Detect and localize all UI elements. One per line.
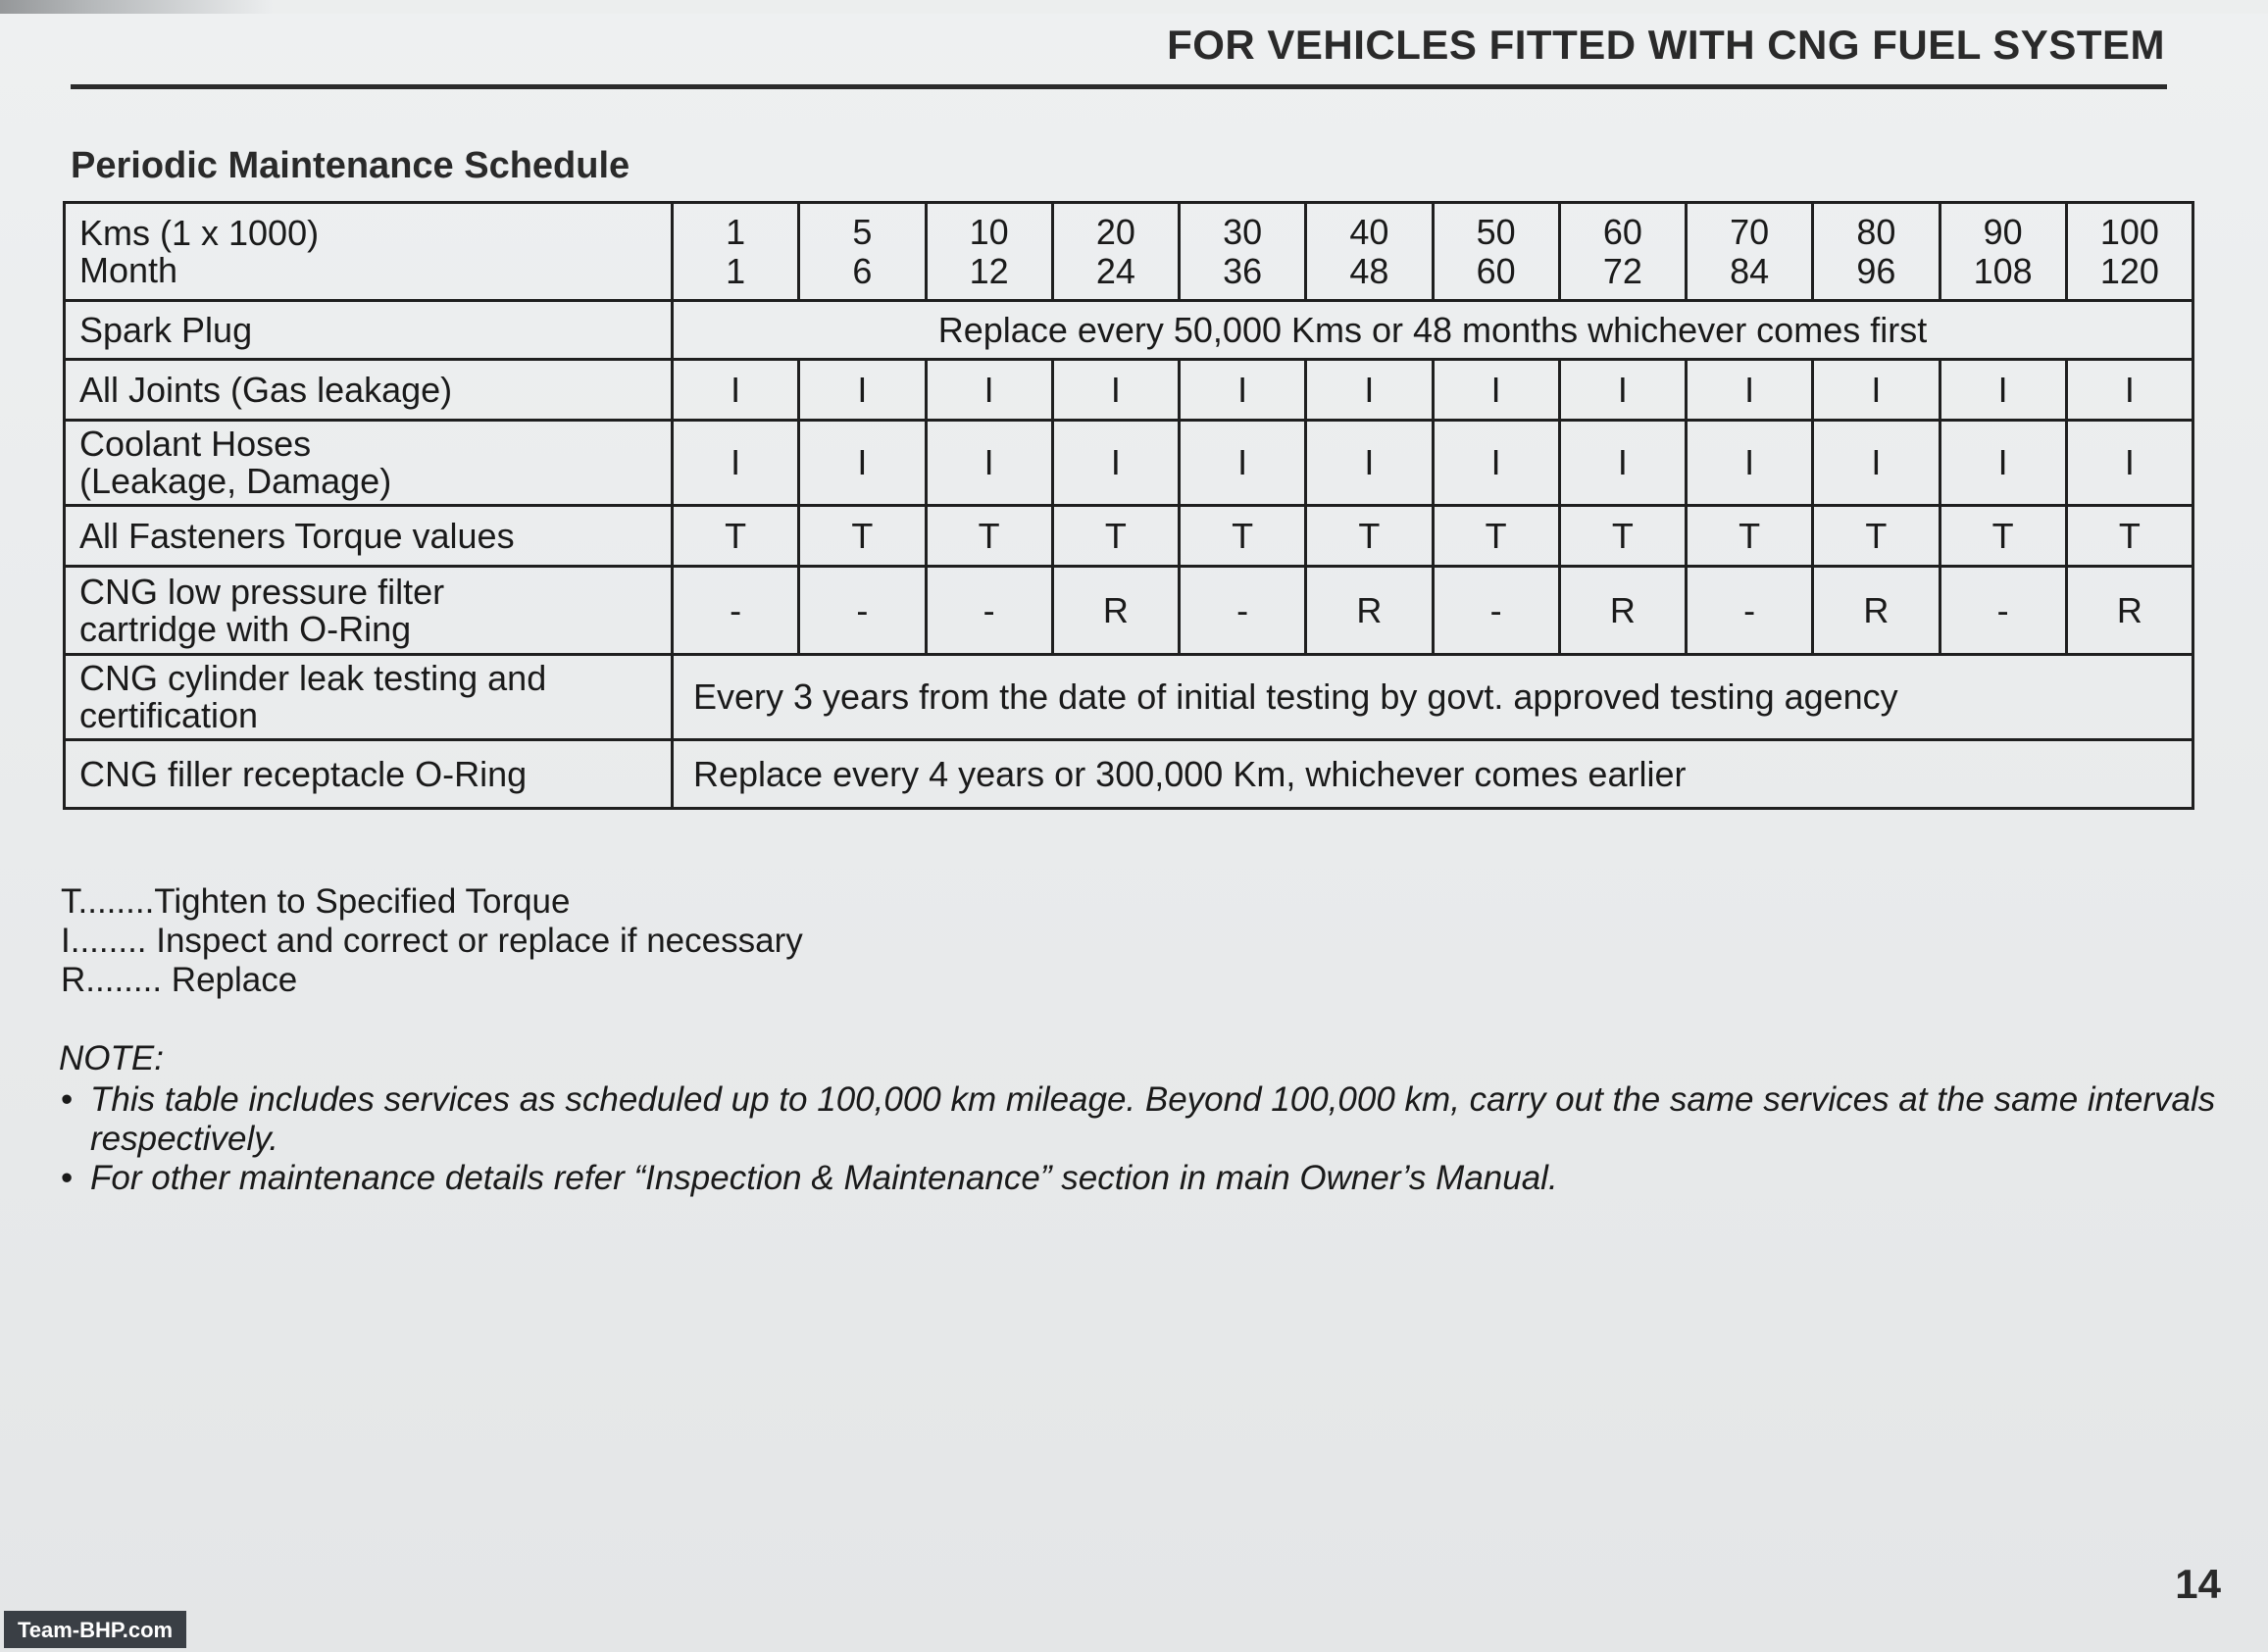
- schedule-cell: I: [799, 360, 926, 421]
- table-row: [65, 301, 2193, 360]
- note-title: NOTE:: [59, 1039, 164, 1077]
- interval-kms: 10: [969, 211, 1009, 252]
- schedule-cell: I: [673, 421, 799, 506]
- schedule-cell: I: [1559, 421, 1686, 506]
- page-number: 14: [2175, 1561, 2221, 1607]
- schedule-cell: R: [2066, 567, 2192, 655]
- interval-month: 1: [726, 250, 746, 291]
- bullet-icon: •: [61, 1080, 74, 1119]
- schedule-cell: R: [1813, 567, 1940, 655]
- schedule-cell: T: [1306, 506, 1433, 567]
- schedule-cell: R: [1052, 567, 1179, 655]
- interval-header-cell: [1306, 203, 1433, 301]
- note-text: For other maintenance details refer “Inspection & Maintenance” section in main Owner’s Manual.: [90, 1159, 1558, 1197]
- legend: [61, 882, 803, 1000]
- schedule-cell: I: [1940, 421, 2066, 506]
- header-rule: [71, 84, 2167, 89]
- interval-header-cell: [1433, 203, 1559, 301]
- schedule-cell: R: [1306, 567, 1433, 655]
- header-row: [65, 203, 2193, 301]
- legend-item-tighten: T........Tighten to Specified Torque: [61, 882, 571, 921]
- note-item: [61, 1159, 2216, 1198]
- interval-header-cell: [1180, 203, 1306, 301]
- interval-header-cell: [1687, 203, 1813, 301]
- schedule-cell: I: [1433, 360, 1559, 421]
- schedule-cell: T: [1813, 506, 1940, 567]
- item-label: CNG low pressure filter cartridge with O-Ring: [65, 567, 673, 655]
- section-title: Periodic Maintenance Schedule: [71, 145, 630, 186]
- schedule-cell: I: [1940, 360, 2066, 421]
- interval-kms: 20: [1095, 211, 1135, 252]
- interval-kms: 5: [852, 211, 873, 252]
- interval-kms: 50: [1476, 211, 1516, 252]
- maintenance-schedule-table: [63, 201, 2194, 810]
- schedule-cell: -: [673, 567, 799, 655]
- watermark-logo: Team-BHP.com: [4, 1611, 186, 1648]
- interval-kms: 80: [1856, 211, 1896, 252]
- note-block: [59, 1039, 2216, 1198]
- schedule-cell: T: [673, 506, 799, 567]
- schedule-cell: -: [1433, 567, 1559, 655]
- table-row: [65, 421, 2193, 506]
- schedule-cell: T: [1687, 506, 1813, 567]
- item-label: CNG cylinder leak testing and certification: [65, 655, 673, 740]
- interval-month: 36: [1223, 250, 1263, 291]
- interval-month: 72: [1602, 250, 1642, 291]
- schedule-cell: -: [1687, 567, 1813, 655]
- schedule-cell: I: [1687, 360, 1813, 421]
- schedule-cell: I: [1559, 360, 1686, 421]
- schedule-cell: I: [1687, 421, 1813, 506]
- schedule-cell: R: [1559, 567, 1686, 655]
- interval-kms: 60: [1602, 211, 1642, 252]
- table-row: [65, 655, 2193, 740]
- schedule-cell: I: [1052, 360, 1179, 421]
- item-label: Coolant Hoses (Leakage, Damage): [65, 421, 673, 506]
- note-list: [59, 1080, 2216, 1198]
- interval-header-cell: [2066, 203, 2192, 301]
- schedule-cell: T: [926, 506, 1052, 567]
- interval-kms: 70: [1730, 211, 1770, 252]
- interval-header-cell: [1559, 203, 1686, 301]
- schedule-cell: I: [1180, 421, 1306, 506]
- schedule-cell: T: [799, 506, 926, 567]
- schedule-cell: I: [926, 421, 1052, 506]
- schedule-cell: T: [1940, 506, 2066, 567]
- table-row: [65, 567, 2193, 655]
- item-label: All Joints (Gas leakage): [65, 360, 673, 421]
- schedule-cell: I: [926, 360, 1052, 421]
- note-item: [61, 1080, 2216, 1159]
- interval-month: 60: [1476, 250, 1516, 291]
- item-label: All Fasteners Torque values: [65, 506, 673, 567]
- interval-header-cell: [1813, 203, 1940, 301]
- schedule-cell: -: [1180, 567, 1306, 655]
- schedule-cell: I: [2066, 421, 2192, 506]
- interval-header-cell: [673, 203, 799, 301]
- interval-label-cell: [65, 203, 673, 301]
- schedule-cell: I: [673, 360, 799, 421]
- interval-month: 24: [1095, 250, 1135, 291]
- page-edge-shadow: [0, 0, 2268, 14]
- interval-header-cell: [926, 203, 1052, 301]
- interval-header-cell: [1052, 203, 1179, 301]
- span-instruction: Every 3 years from the date of initial testing by govt. approved testing agency: [673, 655, 2193, 740]
- schedule-cell: I: [2066, 360, 2192, 421]
- table-row: [65, 360, 2193, 421]
- schedule-cell: -: [926, 567, 1052, 655]
- interval-month: 84: [1730, 250, 1770, 291]
- span-instruction: Replace every 4 years or 300,000 Km, whichever comes earlier: [673, 740, 2193, 809]
- interval-kms: 40: [1349, 211, 1389, 252]
- month-label: Month: [79, 249, 178, 290]
- schedule-cell: -: [1940, 567, 2066, 655]
- item-label: CNG filler receptacle O-Ring: [65, 740, 673, 809]
- note-text: This table includes services as scheduled up to 100,000 km mileage. Beyond 100,000 km, carry out the same services at the same intervals respectively.: [90, 1080, 2216, 1158]
- interval-kms: 30: [1223, 211, 1263, 252]
- schedule-cell: I: [1180, 360, 1306, 421]
- schedule-cell: I: [1306, 360, 1433, 421]
- schedule-cell: I: [1433, 421, 1559, 506]
- interval-kms: 1: [726, 211, 746, 252]
- schedule-cell: -: [799, 567, 926, 655]
- kms-label: Kms (1 x 1000): [79, 212, 320, 253]
- interval-header-cell: [1940, 203, 2066, 301]
- interval-month: 48: [1349, 250, 1389, 291]
- schedule-cell: I: [1813, 421, 1940, 506]
- schedule-cell: I: [1052, 421, 1179, 506]
- schedule-cell: T: [1559, 506, 1686, 567]
- interval-month: 12: [969, 250, 1009, 291]
- bullet-icon: •: [61, 1159, 74, 1197]
- interval-month: 96: [1856, 250, 1896, 291]
- legend-item-inspect: I........ Inspect and correct or replace if necessary: [61, 922, 803, 960]
- schedule-cell: T: [2066, 506, 2192, 567]
- item-label: Spark Plug: [65, 301, 673, 360]
- schedule-cell: T: [1052, 506, 1179, 567]
- schedule-cell: I: [1306, 421, 1433, 506]
- table-row: [65, 740, 2193, 809]
- interval-header-cell: [799, 203, 926, 301]
- schedule-cell: I: [799, 421, 926, 506]
- span-instruction: Replace every 50,000 Kms or 48 months whichever comes first: [673, 301, 2193, 360]
- interval-month: 120: [2099, 250, 2159, 291]
- interval-month: 6: [852, 250, 873, 291]
- schedule-cell: I: [1813, 360, 1940, 421]
- schedule-cell: T: [1433, 506, 1559, 567]
- table-row: [65, 506, 2193, 567]
- interval-kms: 90: [1983, 211, 2023, 252]
- schedule-cell: T: [1180, 506, 1306, 567]
- legend-item-replace: R........ Replace: [61, 961, 298, 999]
- interval-month: 108: [1973, 250, 2033, 291]
- interval-kms: 100: [2099, 211, 2159, 252]
- page-header: FOR VEHICLES FITTED WITH CNG FUEL SYSTEM: [1167, 22, 2165, 68]
